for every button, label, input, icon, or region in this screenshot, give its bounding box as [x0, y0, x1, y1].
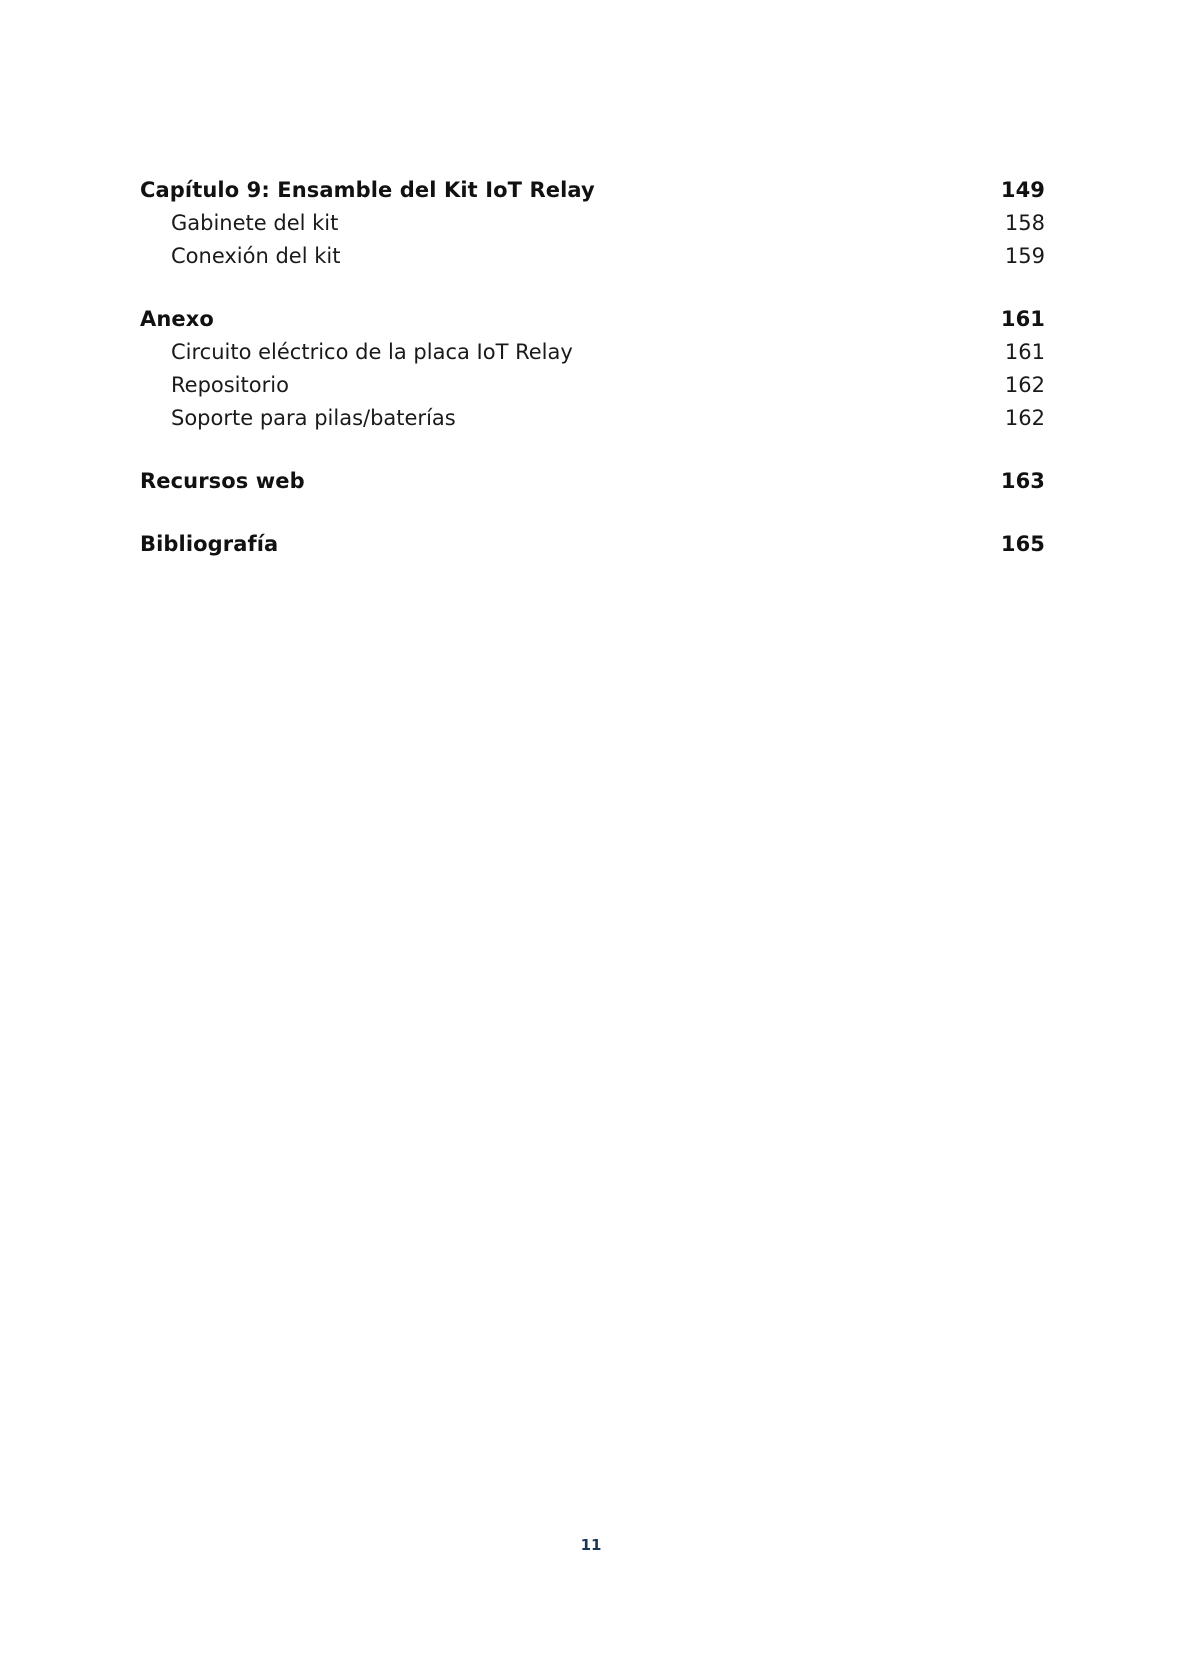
toc-subentry-title: Circuito eléctrico de la placa IoT Relay [171, 340, 573, 364]
toc-section-bibliografia [140, 528, 1045, 561]
toc-subentry-title: Soporte para pilas/baterías [171, 406, 456, 430]
toc-entry-title: Bibliografía [140, 532, 279, 556]
toc-section-recursos-web [140, 465, 1045, 498]
toc-subentry-page: 162 [1004, 406, 1045, 430]
toc-subentry[interactable] [140, 402, 1045, 435]
toc-entry-page: 161 [1000, 307, 1045, 331]
toc-entry-title: Recursos web [140, 469, 305, 493]
toc-subentry-page: 159 [1004, 244, 1045, 268]
toc-subentry[interactable] [140, 207, 1045, 240]
toc-section-anexo [140, 303, 1045, 435]
toc-subentry-title: Conexión del kit [171, 244, 341, 268]
toc-subentry-page: 161 [1004, 340, 1045, 364]
toc-subentry[interactable] [140, 336, 1045, 369]
toc-entry-title: Capítulo 9: Ensamble del Kit IoT Relay [140, 178, 595, 202]
toc-entry-title: Anexo [140, 307, 214, 331]
toc-entry[interactable] [140, 528, 1045, 561]
toc-entry[interactable] [140, 465, 1045, 498]
toc-entry[interactable] [140, 174, 1045, 207]
toc-entry-page: 165 [1000, 532, 1045, 556]
table-of-contents [140, 174, 1045, 591]
toc-section-chapter-9 [140, 174, 1045, 273]
toc-entry-page: 149 [1000, 178, 1045, 202]
page-number: 11 [580, 1536, 602, 1554]
toc-subentry-title: Gabinete del kit [171, 211, 339, 235]
toc-subentry-page: 158 [1004, 211, 1045, 235]
toc-subentry-page: 162 [1004, 373, 1045, 397]
toc-subentry-title: Repositorio [171, 373, 289, 397]
toc-subentry[interactable] [140, 369, 1045, 402]
toc-subentry[interactable] [140, 240, 1045, 273]
toc-entry-page: 163 [1000, 469, 1045, 493]
toc-entry[interactable] [140, 303, 1045, 336]
